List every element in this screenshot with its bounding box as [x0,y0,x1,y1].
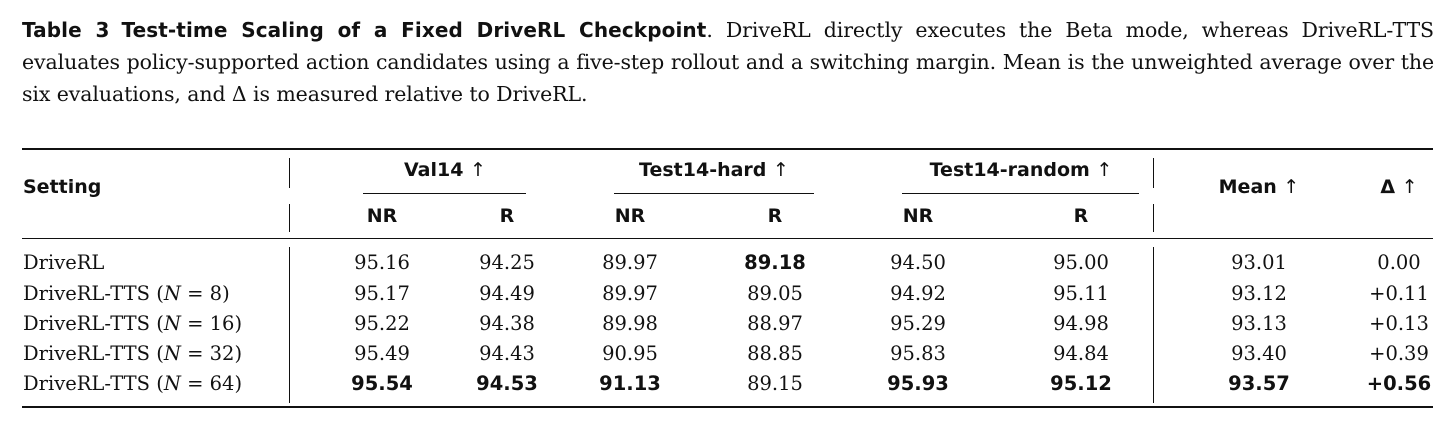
subheader-val14-r: R [499,205,515,227]
group-header-test14-random: Test14-random ↑ [929,159,1113,181]
cell-mean: 93.40 [1231,342,1287,365]
setting-header: Setting [23,176,102,198]
mid-rule [22,238,1433,239]
cell-delta: +0.56 [1366,372,1432,395]
cell-test14-random-nr: 94.50 [890,251,946,274]
table-caption [22,14,1434,110]
cell-val14-r: 94.38 [479,312,535,335]
cell-delta: +0.13 [1369,312,1429,335]
header-vline-right-1 [1153,158,1154,188]
group-underline-val14 [363,193,526,194]
subheader-val14-nr: NR [366,205,398,227]
cell-test14-random-nr: 95.93 [887,372,949,395]
mean-header: Mean ↑ [1218,176,1300,198]
cell-mean: 93.57 [1228,372,1290,395]
cell-test14-hard-r: 88.97 [747,312,803,335]
cell-delta: 0.00 [1377,251,1421,274]
cell-delta: +0.39 [1369,342,1429,365]
cell-test14-hard-nr: 89.97 [602,251,658,274]
cell-mean: 93.13 [1231,312,1287,335]
row-label: DriveRL-TTS (N = 64) [23,372,243,395]
body-vline-left [289,247,290,403]
cell-test14-random-nr: 95.83 [890,342,946,365]
group-header-test14-hard: Test14-hard ↑ [639,159,789,181]
cell-val14-r: 94.43 [479,342,535,365]
cell-val14-r: 94.53 [476,372,538,395]
cell-test14-hard-r: 89.15 [747,372,803,395]
bottom-rule [22,406,1433,408]
header-vline-right-2 [1153,204,1154,232]
cell-test14-random-r: 95.12 [1050,372,1112,395]
header-vline-left-1 [289,158,290,188]
cell-test14-hard-nr: 90.95 [602,342,658,365]
subheader-test14-hard-r: R [767,205,783,227]
cell-val14-nr: 95.54 [351,372,413,395]
cell-val14-nr: 95.16 [354,251,410,274]
cell-mean: 93.12 [1231,282,1287,305]
subheader-test14-random-r: R [1073,205,1089,227]
cell-test14-hard-r: 89.05 [747,282,803,305]
cell-test14-random-r: 94.84 [1053,342,1109,365]
cell-test14-random-r: 95.00 [1053,251,1109,274]
cell-val14-nr: 95.17 [354,282,410,305]
table-title: Test-time Scaling of a Fixed DriveRL Checkpoint [121,18,707,42]
cell-val14-nr: 95.49 [354,342,410,365]
cell-test14-hard-nr: 89.98 [602,312,658,335]
group-header-val14: Val14 ↑ [404,159,486,181]
group-underline-test14-hard [614,193,814,194]
cell-test14-random-r: 95.11 [1053,282,1109,305]
top-rule [22,148,1433,150]
cell-test14-random-nr: 95.29 [890,312,946,335]
delta-header: Δ ↑ [1380,176,1418,198]
cell-val14-nr: 95.22 [354,312,410,335]
body-vline-right [1153,247,1154,403]
cell-test14-hard-r: 88.85 [747,342,803,365]
subheader-test14-random-nr: NR [902,205,934,227]
cell-val14-r: 94.25 [479,251,535,274]
subheader-test14-hard-nr: NR [614,205,646,227]
row-label: DriveRL-TTS (N = 32) [23,342,243,365]
row-label: DriveRL-TTS (N = 8) [23,282,230,305]
cell-mean: 93.01 [1231,251,1287,274]
cell-test14-hard-nr: 91.13 [599,372,661,395]
group-underline-test14-random [902,193,1139,194]
caption-text: . DriveRL directly executes the Beta mode, whereas DriveRL-TTS evaluates policy-supported action candidates using a five-step rollout and a switching margin. Mean is the unweighted average over the six evaluations, and Δ is measured relative to DriveRL. [22,18,1434,106]
cell-test14-random-r: 94.98 [1053,312,1109,335]
row-label: DriveRL [23,251,105,274]
cell-val14-r: 94.49 [479,282,535,305]
cell-delta: +0.11 [1369,282,1429,305]
cell-test14-hard-r: 89.18 [744,251,806,274]
row-label: DriveRL-TTS (N = 16) [23,312,243,335]
table-label: Table 3 [22,18,110,42]
header-vline-left-2 [289,204,290,232]
cell-test14-hard-nr: 89.97 [602,282,658,305]
cell-test14-random-nr: 94.92 [890,282,946,305]
